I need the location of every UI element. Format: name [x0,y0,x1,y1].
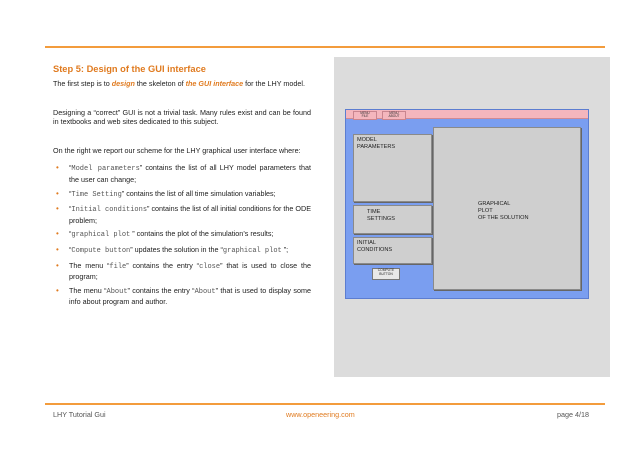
bullet-icon: • [56,229,59,239]
compute-button[interactable]: COMPUTE BUTTON [372,268,400,280]
menu-bar [346,110,588,119]
bullet-icon: • [56,285,59,295]
gui-scheme [345,109,589,299]
footer-website-link[interactable]: www.openeering.com [286,410,355,419]
list-item: • “Compute button” updates the solution in the “graphical plot ”; [56,244,289,255]
intro-paragraph: The first step is to design the skeleton of the GUI interface for the LHY model. [53,79,305,88]
bullet-icon: • [56,244,59,254]
page-number: page 4/18 [557,410,589,419]
step-title: Step 5: Design of the GUI interface [53,64,206,74]
list-item: • The menu “file” contains the entry “close” that is used to close the program; [56,260,311,282]
scheme-paragraph: On the right we report our scheme for the LHY graphical user interface where: [53,145,301,155]
bullet-icon: • [56,188,59,198]
graphical-plot-panel: GRAPHICAL PLOT OF THE SOLUTION [433,127,581,290]
list-item: • The menu “About” contains the entry “About” that is used to display some info about program and author. [56,285,311,307]
list-item: • “Initial conditions” contains the list of all initial conditions for the ODE problem; [56,204,311,225]
bullet-icon: • [56,204,59,214]
bullet-list [53,163,311,307]
footer-rule [45,403,605,405]
design-highlight: design [111,79,135,88]
list-item: • “graphical plot ” contains the plot of the simulation’s results; [56,229,274,240]
footer-title: LHY Tutorial Gui [53,410,106,419]
gui-highlight: the GUI interface [185,79,244,88]
gui-design-paragraph: Designing a “correct” GUI is not a trivial task. Many rules exist and can be found in textbooks and web sites dedicated to this subject. [53,107,311,127]
list-item: • “Time Setting” contains the list of all time simulation variables; [56,188,276,199]
menu-file[interactable]: MENU FILE [353,111,377,120]
text-column [53,64,311,311]
model-parameters-panel: MODEL PARAMETERS [353,134,432,202]
bullet-icon: • [56,260,59,270]
initial-conditions-panel: INITIAL CONDITIONS [353,237,432,264]
menu-about[interactable]: MENU ABOUT [382,111,406,120]
header-rule [45,46,605,48]
list-item: • “Model parameters” contains the list of all LHY model parameters that the user can change; [56,163,311,184]
bullet-icon: • [56,163,59,173]
time-settings-panel: TIME SETTINGS [353,205,432,234]
